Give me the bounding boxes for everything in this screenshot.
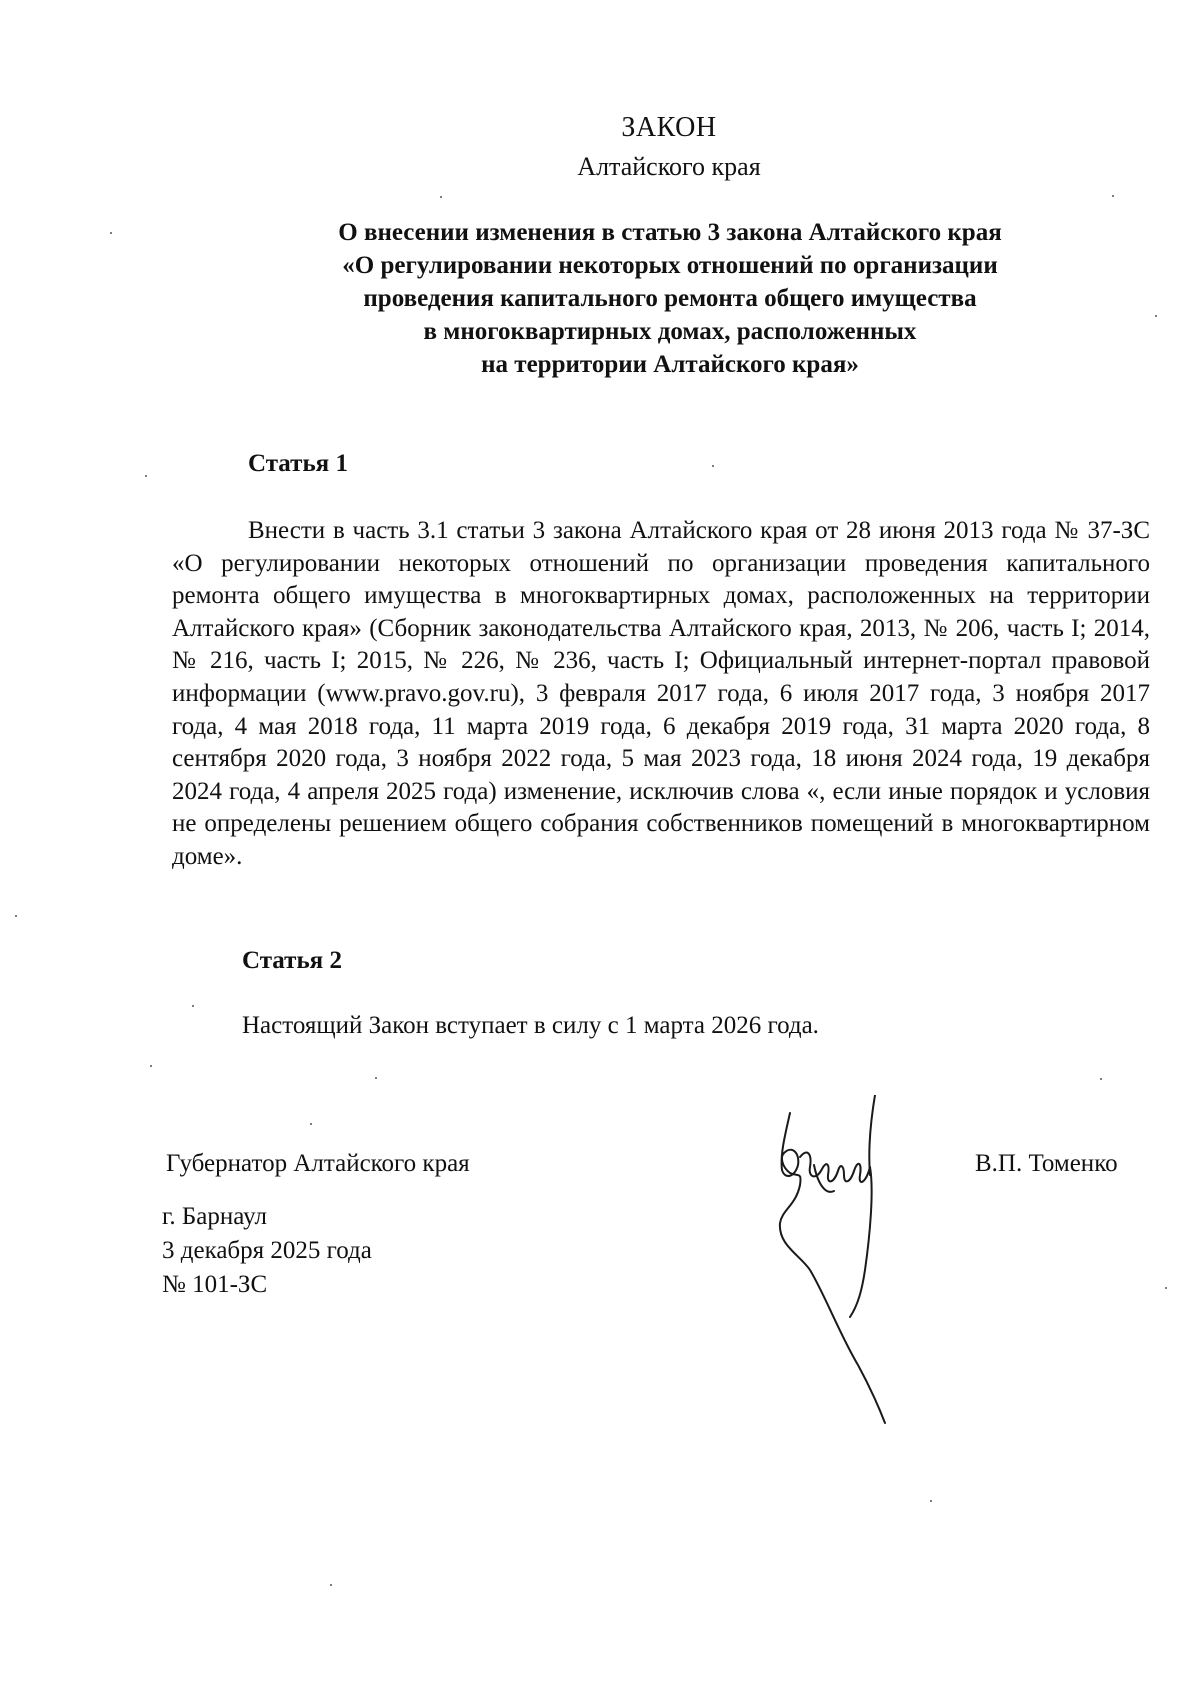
article-2-heading: Статья 2 (242, 947, 342, 974)
signatory-position: Губернатор Алтайского края (166, 1150, 470, 1177)
document-number: № 101-ЗС (162, 1271, 268, 1298)
scan-speck (1112, 195, 1114, 197)
handwritten-signature (770, 1095, 950, 1440)
article-2-body: Настоящий Закон вступает в силу с 1 марта 2026 года. (242, 1012, 819, 1039)
scan-speck (310, 1123, 312, 1125)
law-title-line: проведения капитального ремонта общего имущества (363, 285, 977, 312)
article-1-body: Внести в часть 3.1 статьи 3 закона Алтайского края от 28 июня 2013 года № 37-ЗС «О регулировании некоторых отношений по организации проведения капитального ремонта общего имущества в многоквартирных домах, расположенных на территории Алтайского края» (Сборник законодательства Алтайского края, 2013, № 206, часть I; 2014, № 216, часть I; 2015, № 226, № 236, часть I; Официальный интернет-портал правовой информации (www.pravo.gov.ru), 3 февраля 2017 года, 6 июля 2017 года, 3 ноября 2017 года, 4 мая 2018 года, 11 марта 2019 года, 6 декабря 2019 года, 31 марта 2020 года, 8 сентября 2020 года, 3 ноября 2022 года, 5 мая 2023 года, 18 июня 2024 года, 19 декабря 2024 года, 4 апреля 2025 года) изменение, исключив слова «, если иные порядок и условия не определены решением общего собрания собственников помещений в многоквартирном доме». (172, 517, 1150, 870)
law-title-line: О внесении изменения в статью 3 закона Алтайского края (338, 219, 1002, 246)
document-meta (162, 1200, 372, 1302)
signatory-name: В.П. Томенко (975, 1150, 1118, 1177)
law-title-line: на территории Алтайского края» (481, 351, 859, 378)
scan-speck (150, 1065, 152, 1067)
article-1-heading: Статья 1 (248, 450, 348, 477)
law-title-line: в многоквартирных домах, расположенных (423, 318, 917, 345)
document-city: г. Барнаул (162, 1203, 267, 1230)
law-title (200, 216, 1140, 381)
document-type: ЗАКОН (621, 112, 717, 143)
scan-speck (930, 1500, 932, 1502)
scan-speck (330, 1584, 332, 1586)
scan-speck (375, 1077, 377, 1079)
document-date: 3 декабря 2025 года (162, 1237, 372, 1264)
scan-speck (1165, 1287, 1167, 1289)
scan-speck (712, 465, 714, 467)
scan-speck (1100, 1078, 1102, 1080)
scan-speck (110, 232, 112, 234)
scan-speck (192, 1005, 194, 1007)
law-title-line: «О регулировании некоторых отношений по организации (342, 252, 998, 279)
document-region: Алтайского края (577, 152, 761, 181)
scan-speck (1155, 315, 1157, 317)
scan-speck (440, 196, 442, 198)
scan-speck (145, 475, 147, 477)
scan-speck (15, 915, 17, 917)
